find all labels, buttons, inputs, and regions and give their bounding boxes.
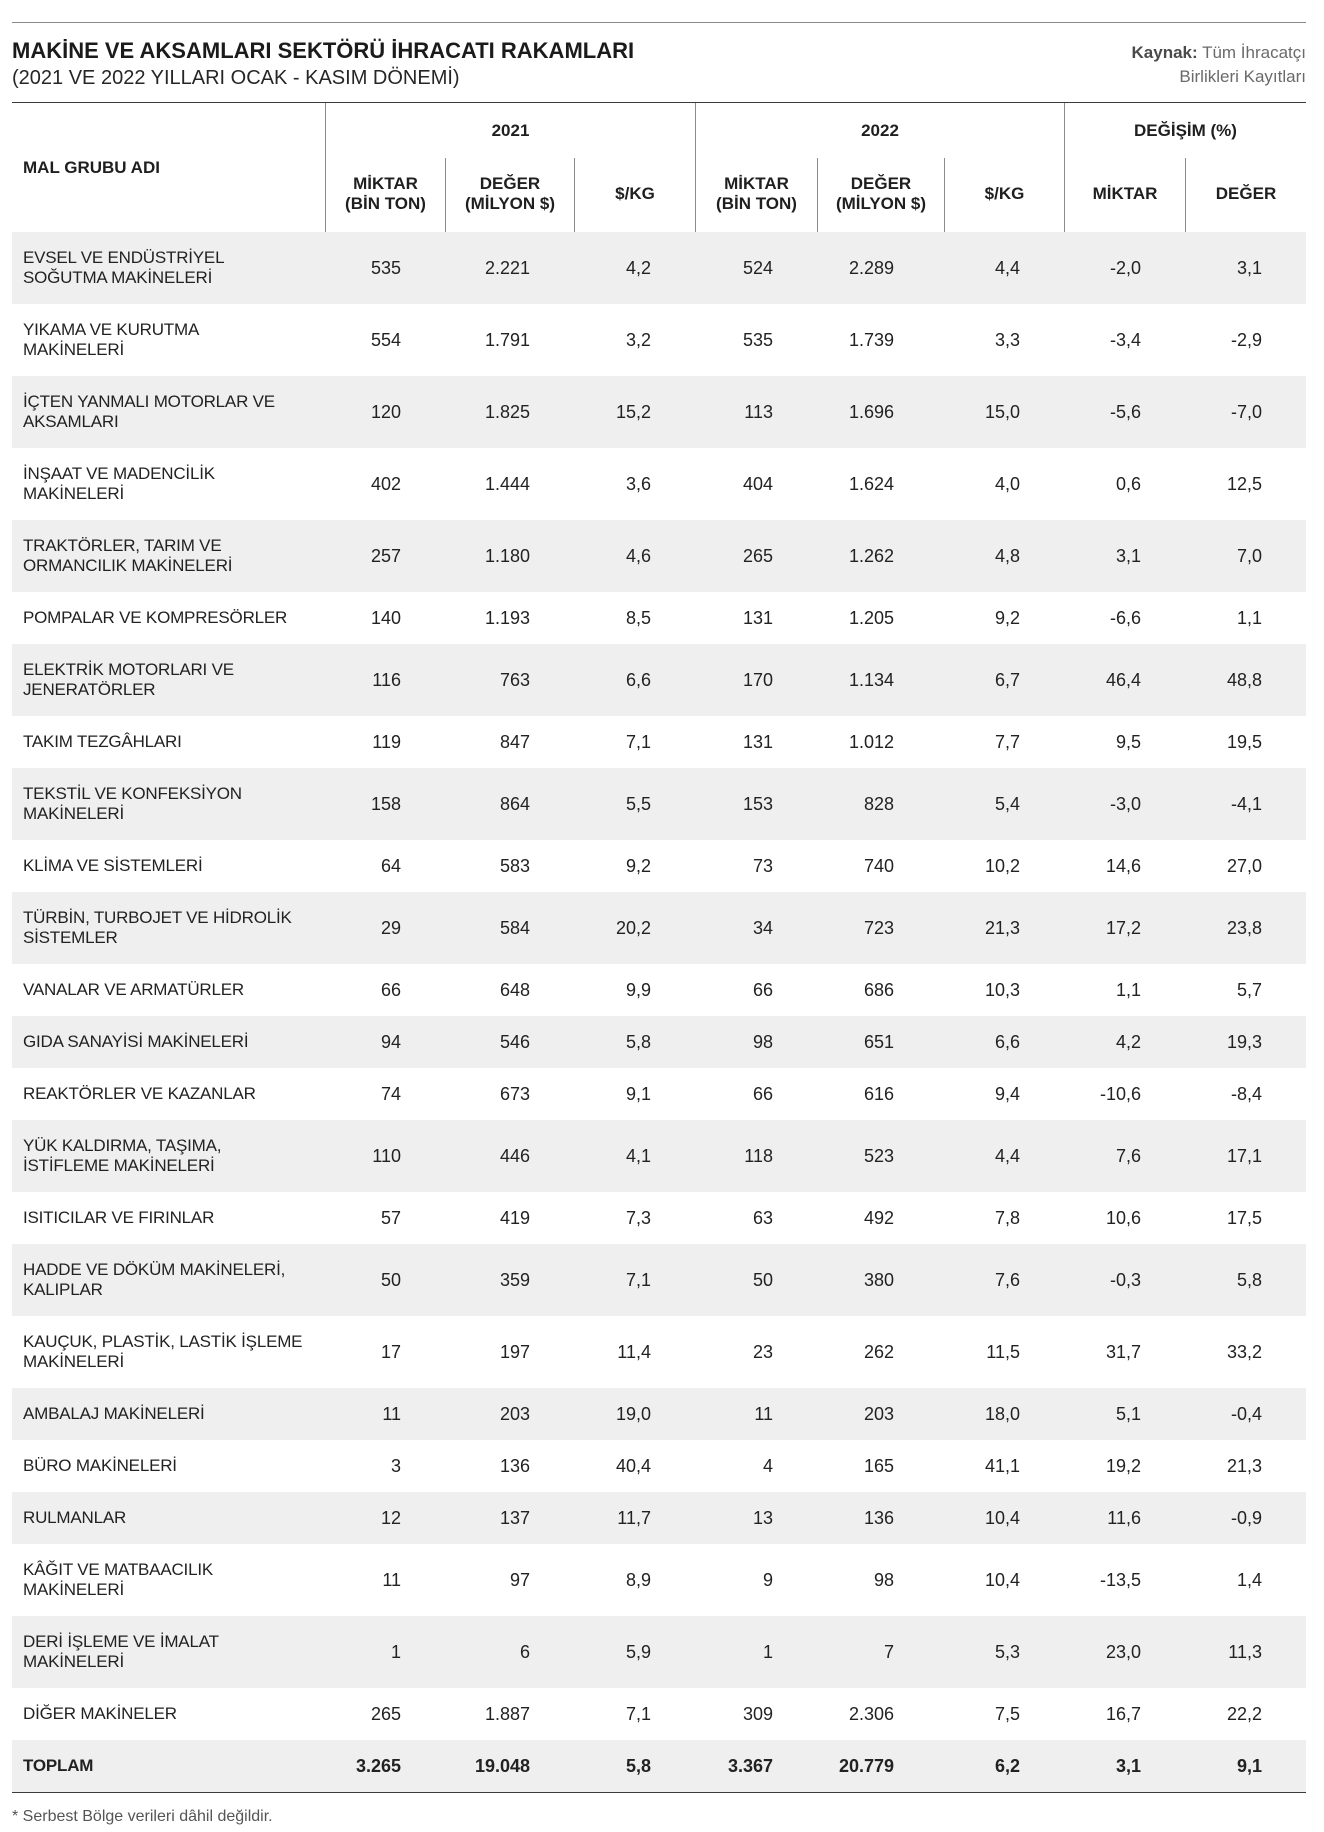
table-row [12,1688,1306,1740]
cell-2021-usd-per-kg: 5,8 [625,1756,651,1776]
cell-2022-miktar: 66 [752,980,773,1000]
cell-2021-deger: 864 [499,794,530,814]
table-row [12,1544,1306,1616]
cell-2022-usd-per-kg: 7,5 [994,1704,1020,1724]
cell-mal-grubu-adi: YIKAMA VE KURUTMA MAKİNELERİ [23,320,200,359]
cell-2021-deger: 203 [499,1404,530,1424]
cell-2022-usd-per-kg: 10,4 [984,1508,1020,1528]
cell-2021-deger: 648 [499,980,530,1000]
cell-degisim-deger: 19,5 [1226,732,1262,752]
cell-2022-usd-per-kg: 7,8 [994,1208,1020,1228]
cell-2021-deger: 1.444 [484,474,530,494]
cell-degisim-miktar: 17,2 [1105,918,1141,938]
cell-degisim-deger: 23,8 [1226,918,1262,938]
cell-2021-deger: 673 [499,1084,530,1104]
cell-degisim-deger: -4,1 [1230,794,1262,814]
cell-mal-grubu-adi: DERİ İŞLEME VE İMALAT MAKİNELERİ [23,1632,219,1671]
cell-2021-usd-per-kg: 7,3 [625,1208,651,1228]
cell-2021-miktar: 66 [380,980,401,1000]
table-row [12,840,1306,892]
cell-2021-deger: 136 [499,1456,530,1476]
cell-2021-usd-per-kg: 11,7 [617,1508,651,1528]
cell-2021-miktar: 554 [370,330,401,350]
column-group-2021: 2021 [325,103,695,158]
cell-degisim-miktar: -0,3 [1109,1270,1141,1290]
cell-2021-deger: 197 [499,1342,530,1362]
page-title: MAKİNE VE AKSAMLARI SEKTÖRÜ İHRACATI RAKAMLARI [12,38,635,63]
cell-2021-usd-per-kg: 5,9 [625,1642,651,1662]
table-row [12,304,1306,376]
column-group-2022: 2022 [695,103,1064,158]
cell-2021-usd-per-kg: 7,1 [625,1270,651,1290]
cell-2021-deger: 1.825 [484,402,530,422]
cell-degisim-miktar: 10,6 [1105,1208,1141,1228]
cell-2021-miktar: 94 [380,1032,401,1052]
cell-degisim-deger: 3,1 [1236,258,1262,278]
cell-2021-usd-per-kg: 7,1 [625,732,651,752]
cell-2021-usd-per-kg: 9,2 [625,856,651,876]
cell-2021-miktar: 140 [370,608,401,628]
table-row [12,644,1306,716]
cell-mal-grubu-adi: ELEKTRİK MOTORLARI VE JENERATÖRLER [23,660,234,699]
cell-degisim-miktar: 5,1 [1115,1404,1141,1424]
cell-2021-miktar: 116 [372,670,401,690]
source-text-line-2: Birlikleri Kayıtları [1179,67,1306,86]
cell-degisim-miktar: 14,6 [1105,856,1141,876]
cell-2021-deger: 446 [499,1146,530,1166]
cell-2022-miktar: 23 [752,1342,773,1362]
cell-2021-deger: 546 [499,1032,530,1052]
cell-2022-miktar: 9 [762,1570,773,1590]
cell-2021-usd-per-kg: 20,2 [615,918,651,938]
cell-2022-deger: 7 [883,1642,894,1662]
cell-2021-deger: 359 [499,1270,530,1290]
cell-2021-miktar: 12 [380,1508,401,1528]
cell-2021-miktar: 29 [380,918,401,938]
top-rule [12,22,1306,23]
cell-2022-deger: 828 [863,794,894,814]
table-row [12,232,1306,304]
cell-2022-deger: 1.262 [848,546,894,566]
cell-degisim-deger: 12,5 [1226,474,1262,494]
cell-2021-miktar: 57 [380,1208,401,1228]
cell-2021-usd-per-kg: 6,6 [625,670,651,690]
cell-2022-deger: 380 [863,1270,894,1290]
cell-degisim-deger: 17,5 [1226,1208,1262,1228]
cell-mal-grubu-adi: DİĞER MAKİNELER [23,1704,177,1723]
cell-degisim-miktar: 3,1 [1115,546,1141,566]
cell-mal-grubu-adi: İNŞAAT VE MADENCİLİK MAKİNELERİ [23,464,215,503]
source-label: Kaynak: [1131,43,1198,62]
cell-2021-miktar: 257 [370,546,401,566]
cell-2022-deger: 165 [863,1456,894,1476]
cell-mal-grubu-adi: TAKIM TEZGÂHLARI [23,732,182,751]
cell-2022-usd-per-kg: 5,3 [994,1642,1020,1662]
cell-2022-miktar: 131 [742,732,773,752]
table-row [12,376,1306,448]
cell-degisim-deger: 11,3 [1228,1642,1262,1662]
cell-degisim-miktar: 0,6 [1115,474,1141,494]
table-total-row [12,1740,1306,1792]
cell-degisim-deger: 21,3 [1226,1456,1262,1476]
cell-degisim-deger: 1,1 [1236,608,1262,628]
cell-2022-usd-per-kg: 41,1 [984,1456,1020,1476]
cell-2021-miktar: 3 [390,1456,401,1476]
cell-2022-deger: 20.779 [838,1756,894,1776]
cell-degisim-deger: -7,0 [1230,402,1262,422]
cell-2021-miktar: 402 [370,474,401,494]
cell-2022-deger: 2.289 [848,258,894,278]
cell-degisim-miktar: -10,6 [1099,1084,1141,1104]
cell-degisim-deger: 48,8 [1226,670,1262,690]
cell-2022-miktar: 265 [742,546,773,566]
cell-degisim-miktar: 31,7 [1105,1342,1141,1362]
cell-2021-deger: 6 [519,1642,530,1662]
cell-2021-usd-per-kg: 5,8 [625,1032,651,1052]
cell-degisim-deger: 27,0 [1226,856,1262,876]
cell-degisim-miktar: 7,6 [1115,1146,1141,1166]
cell-2021-deger: 1.193 [484,608,530,628]
cell-2022-deger: 1.012 [848,732,894,752]
cell-degisim-deger: 9,1 [1236,1756,1262,1776]
cell-2021-usd-per-kg: 9,9 [625,980,651,1000]
cell-2021-usd-per-kg: 4,1 [625,1146,651,1166]
cell-mal-grubu-adi: TOPLAM [23,1756,94,1775]
column-header-2022-miktar: MİKTAR (BİN TON) [695,158,817,232]
table-row [12,716,1306,768]
cell-2021-usd-per-kg: 7,1 [625,1704,651,1724]
cell-2022-miktar: 66 [752,1084,773,1104]
cell-2022-usd-per-kg: 10,3 [984,980,1020,1000]
cell-2021-usd-per-kg: 8,9 [625,1570,651,1590]
cell-degisim-deger: -2,9 [1230,330,1262,350]
cell-2022-usd-per-kg: 4,4 [994,258,1020,278]
table-row [12,1016,1306,1068]
cell-2021-usd-per-kg: 3,2 [625,330,651,350]
cell-mal-grubu-adi: HADDE VE DÖKÜM MAKİNELERİ, KALIPLAR [23,1260,286,1299]
cell-2022-usd-per-kg: 9,2 [994,608,1020,628]
column-group-degisim: DEĞİŞİM (%) [1064,103,1306,158]
cell-2022-usd-per-kg: 4,4 [994,1146,1020,1166]
cell-mal-grubu-adi: İÇTEN YANMALI MOTORLAR VE AKSAMLARI [23,392,275,431]
cell-2022-usd-per-kg: 3,3 [994,330,1020,350]
cell-mal-grubu-adi: KLİMA VE SİSTEMLERİ [23,856,203,875]
cell-mal-grubu-adi: REAKTÖRLER VE KAZANLAR [23,1084,256,1103]
cell-2021-usd-per-kg: 4,6 [625,546,651,566]
cell-2022-miktar: 309 [742,1704,773,1724]
cell-mal-grubu-adi: EVSEL VE ENDÜSTRİYEL SOĞUTMA MAKİNELERİ [23,248,225,287]
cell-2021-deger: 1.180 [484,546,530,566]
source-note [1132,41,1306,89]
cell-mal-grubu-adi: TÜRBİN, TURBOJET VE HİDROLİK SİSTEMLER [23,908,292,947]
cell-2021-deger: 763 [499,670,530,690]
cell-2021-miktar: 120 [370,402,401,422]
cell-2022-deger: 492 [863,1208,894,1228]
cell-2022-miktar: 50 [752,1270,773,1290]
table-row [12,592,1306,644]
cell-degisim-deger: -8,4 [1230,1084,1262,1104]
cell-2021-miktar: 11 [382,1570,401,1590]
cell-2021-miktar: 110 [372,1146,401,1166]
cell-2021-usd-per-kg: 15,2 [615,402,651,422]
cell-2022-miktar: 63 [752,1208,773,1228]
cell-2022-miktar: 98 [752,1032,773,1052]
column-header-mal-grubu-adi: MAL GRUBU ADI [23,157,160,177]
column-header-2022-usd-per-kg: $/KG [944,158,1064,232]
table-row [12,892,1306,964]
cell-2022-usd-per-kg: 18,0 [984,1404,1020,1424]
cell-2021-deger: 1.791 [484,330,530,350]
table-row [12,1492,1306,1544]
table-row [12,1616,1306,1688]
cell-degisim-deger: 7,0 [1236,546,1262,566]
cell-mal-grubu-adi: RULMANLAR [23,1508,127,1527]
cell-2022-miktar: 118 [744,1146,773,1166]
cell-2021-miktar: 17 [380,1342,401,1362]
cell-mal-grubu-adi: TEKSTİL VE KONFEKSİYON MAKİNELERİ [23,784,242,823]
cell-2022-miktar: 3.367 [727,1756,773,1776]
cell-2022-miktar: 1 [762,1642,773,1662]
cell-2022-deger: 98 [873,1570,894,1590]
cell-degisim-miktar: 46,4 [1105,670,1141,690]
cell-2022-deger: 723 [863,918,894,938]
source-line-1 [1132,41,1306,65]
cell-2022-deger: 1.205 [848,608,894,628]
cell-mal-grubu-adi: TRAKTÖRLER, TARIM VE ORMANCILIK MAKİNELERİ [23,536,233,575]
cell-degisim-miktar: 23,0 [1105,1642,1141,1662]
cell-2022-usd-per-kg: 7,7 [994,732,1020,752]
table-row [12,1192,1306,1244]
cell-degisim-deger: 1,4 [1236,1570,1262,1590]
cell-2022-usd-per-kg: 6,6 [994,1032,1020,1052]
cell-degisim-miktar: -3,4 [1109,330,1141,350]
cell-2021-usd-per-kg: 11,4 [617,1342,651,1362]
cell-2022-miktar: 153 [742,794,773,814]
cell-mal-grubu-adi: BÜRO MAKİNELERİ [23,1456,177,1475]
cell-2022-miktar: 131 [742,608,773,628]
cell-2022-usd-per-kg: 6,2 [994,1756,1020,1776]
cell-2022-deger: 740 [863,856,894,876]
cell-2022-usd-per-kg: 7,6 [994,1270,1020,1290]
cell-2022-miktar: 73 [752,856,773,876]
column-header-degisim-miktar: MİKTAR [1064,158,1185,232]
table-row [12,964,1306,1016]
table-body [12,232,1306,1793]
cell-2021-usd-per-kg: 5,5 [625,794,651,814]
cell-degisim-miktar: 9,5 [1115,732,1141,752]
cell-2021-deger: 137 [499,1508,530,1528]
cell-2021-miktar: 74 [380,1084,401,1104]
cell-degisim-miktar: 19,2 [1105,1456,1141,1476]
cell-mal-grubu-adi: KÂĞIT VE MATBAACILIK MAKİNELERİ [23,1560,213,1599]
cell-2022-usd-per-kg: 9,4 [994,1084,1020,1104]
cell-2022-miktar: 404 [742,474,773,494]
cell-mal-grubu-adi: KAUÇUK, PLASTİK, LASTİK İŞLEME MAKİNELERİ [23,1332,303,1371]
cell-2021-deger: 583 [499,856,530,876]
cell-2021-usd-per-kg: 9,1 [625,1084,651,1104]
cell-2022-deger: 523 [863,1146,894,1166]
cell-degisim-miktar: 3,1 [1115,1756,1141,1776]
table-row [12,1120,1306,1192]
cell-2021-deger: 1.887 [484,1704,530,1724]
column-header-2021-usd-per-kg: $/KG [574,158,695,232]
cell-2022-deger: 651 [863,1032,894,1052]
cell-2022-miktar: 4 [762,1456,773,1476]
cell-2022-deger: 2.306 [848,1704,894,1724]
cell-2022-deger: 136 [863,1508,894,1528]
cell-degisim-miktar: 4,2 [1115,1032,1141,1052]
cell-2022-deger: 616 [863,1084,894,1104]
cell-2022-deger: 1.696 [848,402,894,422]
cell-2022-deger: 686 [863,980,894,1000]
cell-degisim-deger: 19,3 [1226,1032,1262,1052]
cell-2021-miktar: 64 [380,856,401,876]
column-header-2021-deger: DEĞER (MİLYON $) [445,158,574,232]
column-header-degisim-deger: DEĞER [1185,158,1306,232]
cell-2022-miktar: 34 [752,918,773,938]
column-header-2022-deger: DEĞER (MİLYON $) [817,158,944,232]
cell-degisim-deger: 5,7 [1236,980,1262,1000]
source-text-line-1: Tüm İhracatçı [1202,43,1306,62]
cell-2021-miktar: 158 [370,794,401,814]
cell-mal-grubu-adi: AMBALAJ MAKİNELERİ [23,1404,205,1423]
table-row [12,1316,1306,1388]
cell-degisim-deger: 17,1 [1226,1146,1262,1166]
cell-2021-deger: 19.048 [474,1756,530,1776]
cell-mal-grubu-adi: GIDA SANAYİSİ MAKİNELERİ [23,1032,249,1051]
cell-2021-miktar: 119 [372,732,401,752]
cell-2022-usd-per-kg: 21,3 [984,918,1020,938]
cell-2021-miktar: 1 [390,1642,401,1662]
cell-2022-miktar: 170 [742,670,773,690]
cell-mal-grubu-adi: YÜK KALDIRMA, TAŞIMA, İSTİFLEME MAKİNELERİ [23,1136,222,1175]
table-row [12,768,1306,840]
table-row [12,1068,1306,1120]
table-row [12,1440,1306,1492]
cell-degisim-miktar: -3,0 [1109,794,1141,814]
cell-degisim-deger: 33,2 [1226,1342,1262,1362]
cell-2021-miktar: 50 [380,1270,401,1290]
cell-2021-usd-per-kg: 3,6 [625,474,651,494]
cell-2022-deger: 1.134 [848,670,894,690]
table-row [12,1244,1306,1316]
cell-2021-miktar: 535 [370,258,401,278]
table-header [12,103,1306,232]
cell-2022-usd-per-kg: 10,4 [984,1570,1020,1590]
cell-2022-miktar: 11 [754,1404,773,1424]
cell-2022-deger: 262 [863,1342,894,1362]
cell-2021-usd-per-kg: 40,4 [615,1456,651,1476]
column-header-2021-miktar: MİKTAR (BİN TON) [325,158,445,232]
cell-2022-miktar: 524 [742,258,773,278]
cell-degisim-miktar: -6,6 [1109,608,1141,628]
cell-2021-miktar: 11 [382,1404,401,1424]
cell-mal-grubu-adi: ISITICILAR VE FIRINLAR [23,1208,215,1227]
table-row [12,1388,1306,1440]
cell-2021-deger: 584 [499,918,530,938]
cell-2022-miktar: 535 [742,330,773,350]
cell-2021-deger: 2.221 [484,258,530,278]
cell-degisim-miktar: -2,0 [1109,258,1141,278]
cell-mal-grubu-adi: POMPALAR VE KOMPRESÖRLER [23,608,288,627]
cell-degisim-deger: -0,9 [1230,1508,1262,1528]
cell-2021-miktar: 3.265 [355,1756,401,1776]
cell-2022-deger: 203 [863,1404,894,1424]
table-row [12,448,1306,520]
cell-2021-usd-per-kg: 8,5 [625,608,651,628]
cell-2022-usd-per-kg: 5,4 [994,794,1020,814]
cell-2021-deger: 419 [499,1208,530,1228]
cell-degisim-deger: 5,8 [1236,1270,1262,1290]
cell-2022-usd-per-kg: 15,0 [984,402,1020,422]
cell-degisim-miktar: -5,6 [1109,402,1141,422]
cell-2022-miktar: 113 [744,402,773,422]
cell-degisim-miktar: 16,7 [1105,1704,1141,1724]
cell-2022-usd-per-kg: 4,0 [994,474,1020,494]
cell-2021-deger: 847 [499,732,530,752]
cell-degisim-deger: -0,4 [1230,1404,1262,1424]
cell-degisim-miktar: 1,1 [1115,980,1141,1000]
cell-2021-usd-per-kg: 4,2 [625,258,651,278]
cell-degisim-deger: 22,2 [1226,1704,1262,1724]
cell-2022-deger: 1.624 [848,474,894,494]
cell-degisim-miktar: 11,6 [1107,1508,1141,1528]
cell-2022-usd-per-kg: 10,2 [984,856,1020,876]
cell-2022-usd-per-kg: 6,7 [994,670,1020,690]
footnote: * Serbest Bölge verileri dâhil değildir. [12,1808,273,1825]
cell-2022-usd-per-kg: 11,5 [986,1342,1020,1362]
cell-2021-deger: 97 [509,1570,530,1590]
cell-2022-miktar: 13 [752,1508,773,1528]
cell-2022-deger: 1.739 [848,330,894,350]
cell-2021-miktar: 265 [370,1704,401,1724]
page-subtitle: (2021 VE 2022 YILLARI OCAK - KASIM DÖNEMİ) [12,67,460,89]
cell-2022-usd-per-kg: 4,8 [994,546,1020,566]
cell-degisim-miktar: -13,5 [1099,1570,1141,1590]
cell-2021-usd-per-kg: 19,0 [615,1404,651,1424]
cell-mal-grubu-adi: VANALAR VE ARMATÜRLER [23,980,244,999]
table-row [12,520,1306,592]
